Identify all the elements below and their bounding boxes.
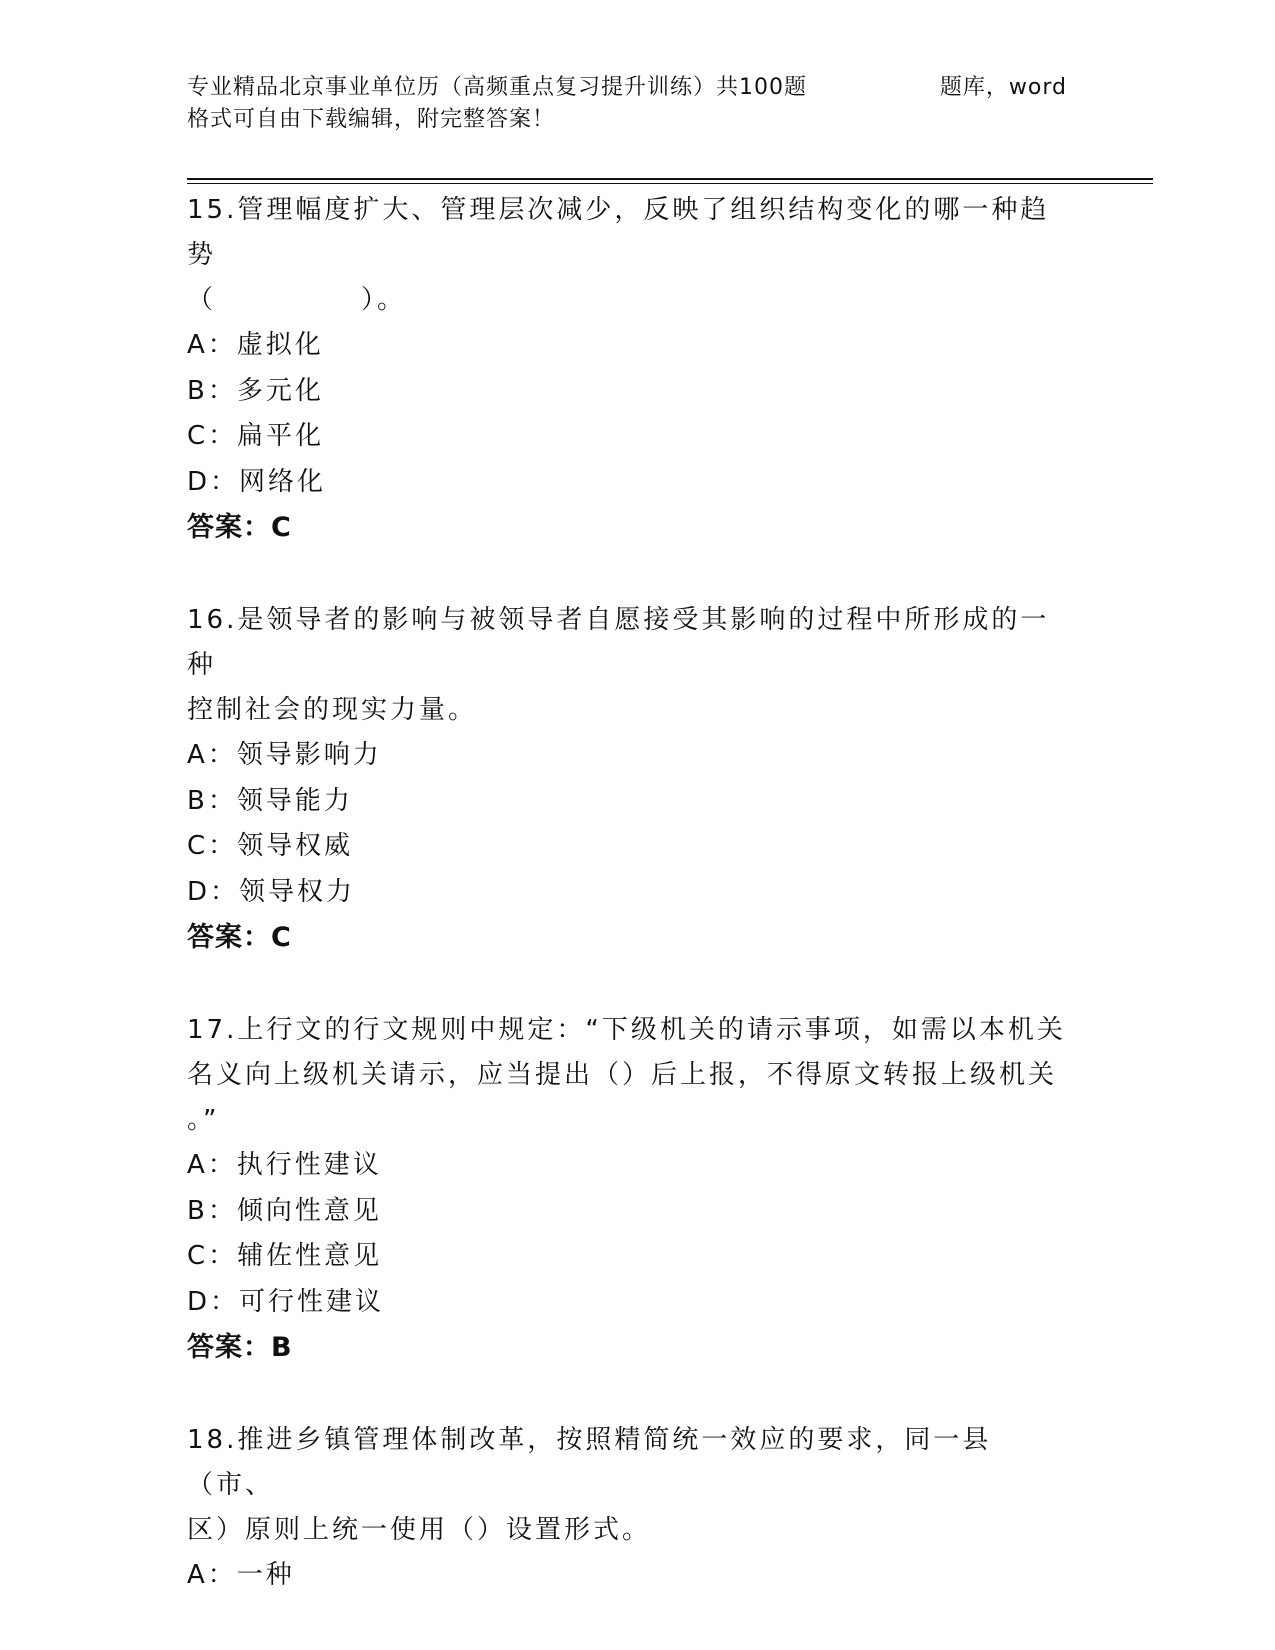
answer-line: 答案：B [187, 1332, 293, 1363]
option-c: C：扁平化 [187, 421, 325, 451]
option-d: D：领导权力 [187, 876, 356, 907]
question-17 [187, 1008, 1087, 1370]
option-a: A：一种 [187, 1560, 295, 1590]
header-divider-thick [187, 178, 1153, 180]
answer-line: 答案：C [187, 512, 292, 543]
question-list [187, 188, 1087, 1599]
option-a: A：领导影响力 [187, 740, 382, 770]
question-16 [187, 598, 1087, 960]
question-stem-line: 15.管理幅度扩大、管理层次减少，反映了组织结构变化的哪一种趋势 [187, 195, 1050, 270]
header-line-2: 格式可自由下载编辑，附完整答案！ [187, 107, 556, 132]
option-b: B：倾向性意见 [187, 1195, 382, 1226]
question-15 [187, 188, 1087, 550]
question-stem-line: 名义向上级机关请示，应当提出（）后上报，不得原文转报上级机关 [187, 1060, 1058, 1090]
question-stem-line: 17.上行文的行文规则中规定：“下级机关的请示事项，如需以本机关 [187, 1015, 1066, 1045]
spacer [187, 1370, 1087, 1418]
header-title: 专业精品北京事业单位历（高频重点复习提升训练）共100题 [187, 75, 807, 100]
option-d: D：网络化 [187, 466, 327, 497]
option-a: A：执行性建议 [187, 1150, 382, 1180]
header-title-continued: 题库，word [939, 75, 1067, 100]
document-header [187, 72, 1087, 136]
question-18 [187, 1418, 1087, 1599]
spacer [187, 550, 1087, 598]
option-c: C：领导权威 [187, 831, 354, 861]
question-stem-line: （ ）。 [187, 285, 407, 315]
option-d: D：可行性建议 [187, 1286, 385, 1317]
question-stem-line: 。” [187, 1105, 220, 1135]
answer-line: 答案：C [187, 922, 292, 953]
option-b: B：多元化 [187, 375, 324, 406]
option-a: A：虚拟化 [187, 330, 324, 360]
header-divider-thin [187, 183, 1153, 184]
question-stem-line: 区）原则上统一使用（）设置形式。 [187, 1515, 652, 1545]
option-c: C：辅佐性意见 [187, 1241, 383, 1271]
question-stem-line: 18.推进乡镇管理体制改革，按照精简统一效应的要求，同一县（市、 [187, 1425, 992, 1500]
header-line-1 [187, 72, 1067, 104]
option-b: B：领导能力 [187, 785, 353, 816]
question-stem-line: 控制社会的现实力量。 [187, 695, 478, 725]
question-stem-line: 16.是领导者的影响与被领导者自愿接受其影响的过程中所形成的一种 [187, 605, 1050, 680]
spacer [187, 960, 1087, 1008]
